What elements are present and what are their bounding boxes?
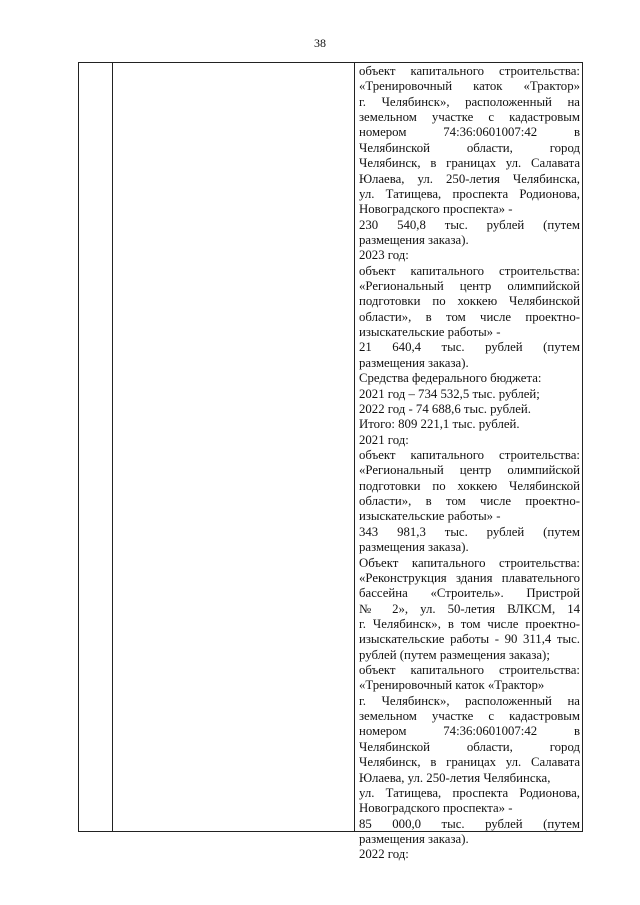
- text-line: номером 74:36:0601007:42 в: [359, 125, 580, 140]
- text-line: «Региональный центр олимпийской: [359, 463, 580, 478]
- text-line: «Тренировочный каток «Трактор»: [359, 678, 545, 693]
- text-line: области», в том числе проектно-: [359, 494, 580, 509]
- text-line: изыскательские работы» -: [359, 509, 501, 524]
- text-line: № 2», ул. 50-летия ВЛКСМ, 14: [359, 601, 580, 616]
- text-line: Объект капитального строительства:: [359, 555, 580, 570]
- text-line: 2022 год - 74 688,6 тыс. рублей.: [359, 401, 531, 416]
- text-line: Юлаева, ул. 250-летия Челябинска,: [359, 770, 551, 785]
- text-line: подготовки по хоккею Челябинской: [359, 478, 580, 493]
- text-line: бассейна «Строитель». Пристрой: [359, 586, 580, 601]
- text-line: Челябинск, в границах ул. Салавата: [359, 755, 580, 770]
- text-line: г. Челябинск», в том числе проектно-: [359, 616, 580, 631]
- column-divider-1: [112, 63, 113, 831]
- text-line: размещения заказа).: [359, 355, 469, 370]
- text-line: г. Челябинск», расположенный на: [359, 693, 580, 708]
- text-line: земельном участке с кадастровым: [359, 110, 580, 125]
- table-cell-text: [359, 64, 580, 863]
- text-line: объект капитального строительства:: [359, 447, 580, 462]
- text-line: Челябинской области, город: [359, 140, 580, 155]
- text-line: Итого: 809 221,1 тыс. рублей.: [359, 417, 520, 432]
- text-line: земельном участке с кадастровым: [359, 709, 580, 724]
- text-line: ул. Татищева, проспекта Родионова,: [359, 186, 580, 201]
- text-line: размещения заказа).: [359, 540, 469, 555]
- text-line: объект капитального строительства:: [359, 663, 580, 678]
- text-line: объект капитального строительства:: [359, 263, 580, 278]
- text-line: 343 981,3 тыс. рублей (путем: [359, 524, 580, 539]
- text-line: «Реконструкция здания плавательного: [359, 570, 580, 585]
- text-line: Челябинск, в границах ул. Салавата: [359, 156, 580, 171]
- text-line: подготовки по хоккею Челябинской: [359, 294, 580, 309]
- text-line: 2022 год:: [359, 847, 409, 862]
- text-line: размещения заказа).: [359, 232, 469, 247]
- text-line: 21 640,4 тыс. рублей (путем: [359, 340, 580, 355]
- text-line: Средства федерального бюджета:: [359, 371, 542, 386]
- text-line: г. Челябинск», расположенный на: [359, 94, 580, 109]
- text-line: Челябинской области, город: [359, 739, 580, 754]
- text-line: 230 540,8 тыс. рублей (путем: [359, 217, 580, 232]
- text-line: Новоградского проспекта» -: [359, 801, 513, 816]
- text-line: ул. Татищева, проспекта Родионова,: [359, 785, 580, 800]
- document-table: [78, 62, 583, 862]
- text-line: размещения заказа).: [359, 831, 469, 846]
- text-line: 85 000,0 тыс. рублей (путем: [359, 816, 580, 831]
- text-line: изыскательские работы - 90 311,4 тыс.: [359, 632, 580, 647]
- text-line: «Региональный центр олимпийской: [359, 279, 580, 294]
- text-line: Новоградского проспекта» -: [359, 202, 513, 217]
- text-line: «Тренировочный каток «Трактор»: [359, 79, 580, 94]
- text-line: изыскательские работы» -: [359, 325, 501, 340]
- text-line: объект капитального строительства:: [359, 64, 580, 78]
- text-line: рублей (путем размещения заказа);: [359, 647, 550, 662]
- text-line: 2021 год:: [359, 432, 409, 447]
- text-line: 2023 год:: [359, 248, 409, 263]
- text-line: номером 74:36:0601007:42 в: [359, 724, 580, 739]
- text-line: 2021 год – 734 532,5 тыс. рублей;: [359, 386, 540, 401]
- column-divider-2: [354, 63, 355, 831]
- page-number: 38: [314, 36, 326, 50]
- text-line: Юлаева, ул. 250-летия Челябинска,: [359, 171, 580, 186]
- text-line: области», в том числе проектно-: [359, 309, 580, 324]
